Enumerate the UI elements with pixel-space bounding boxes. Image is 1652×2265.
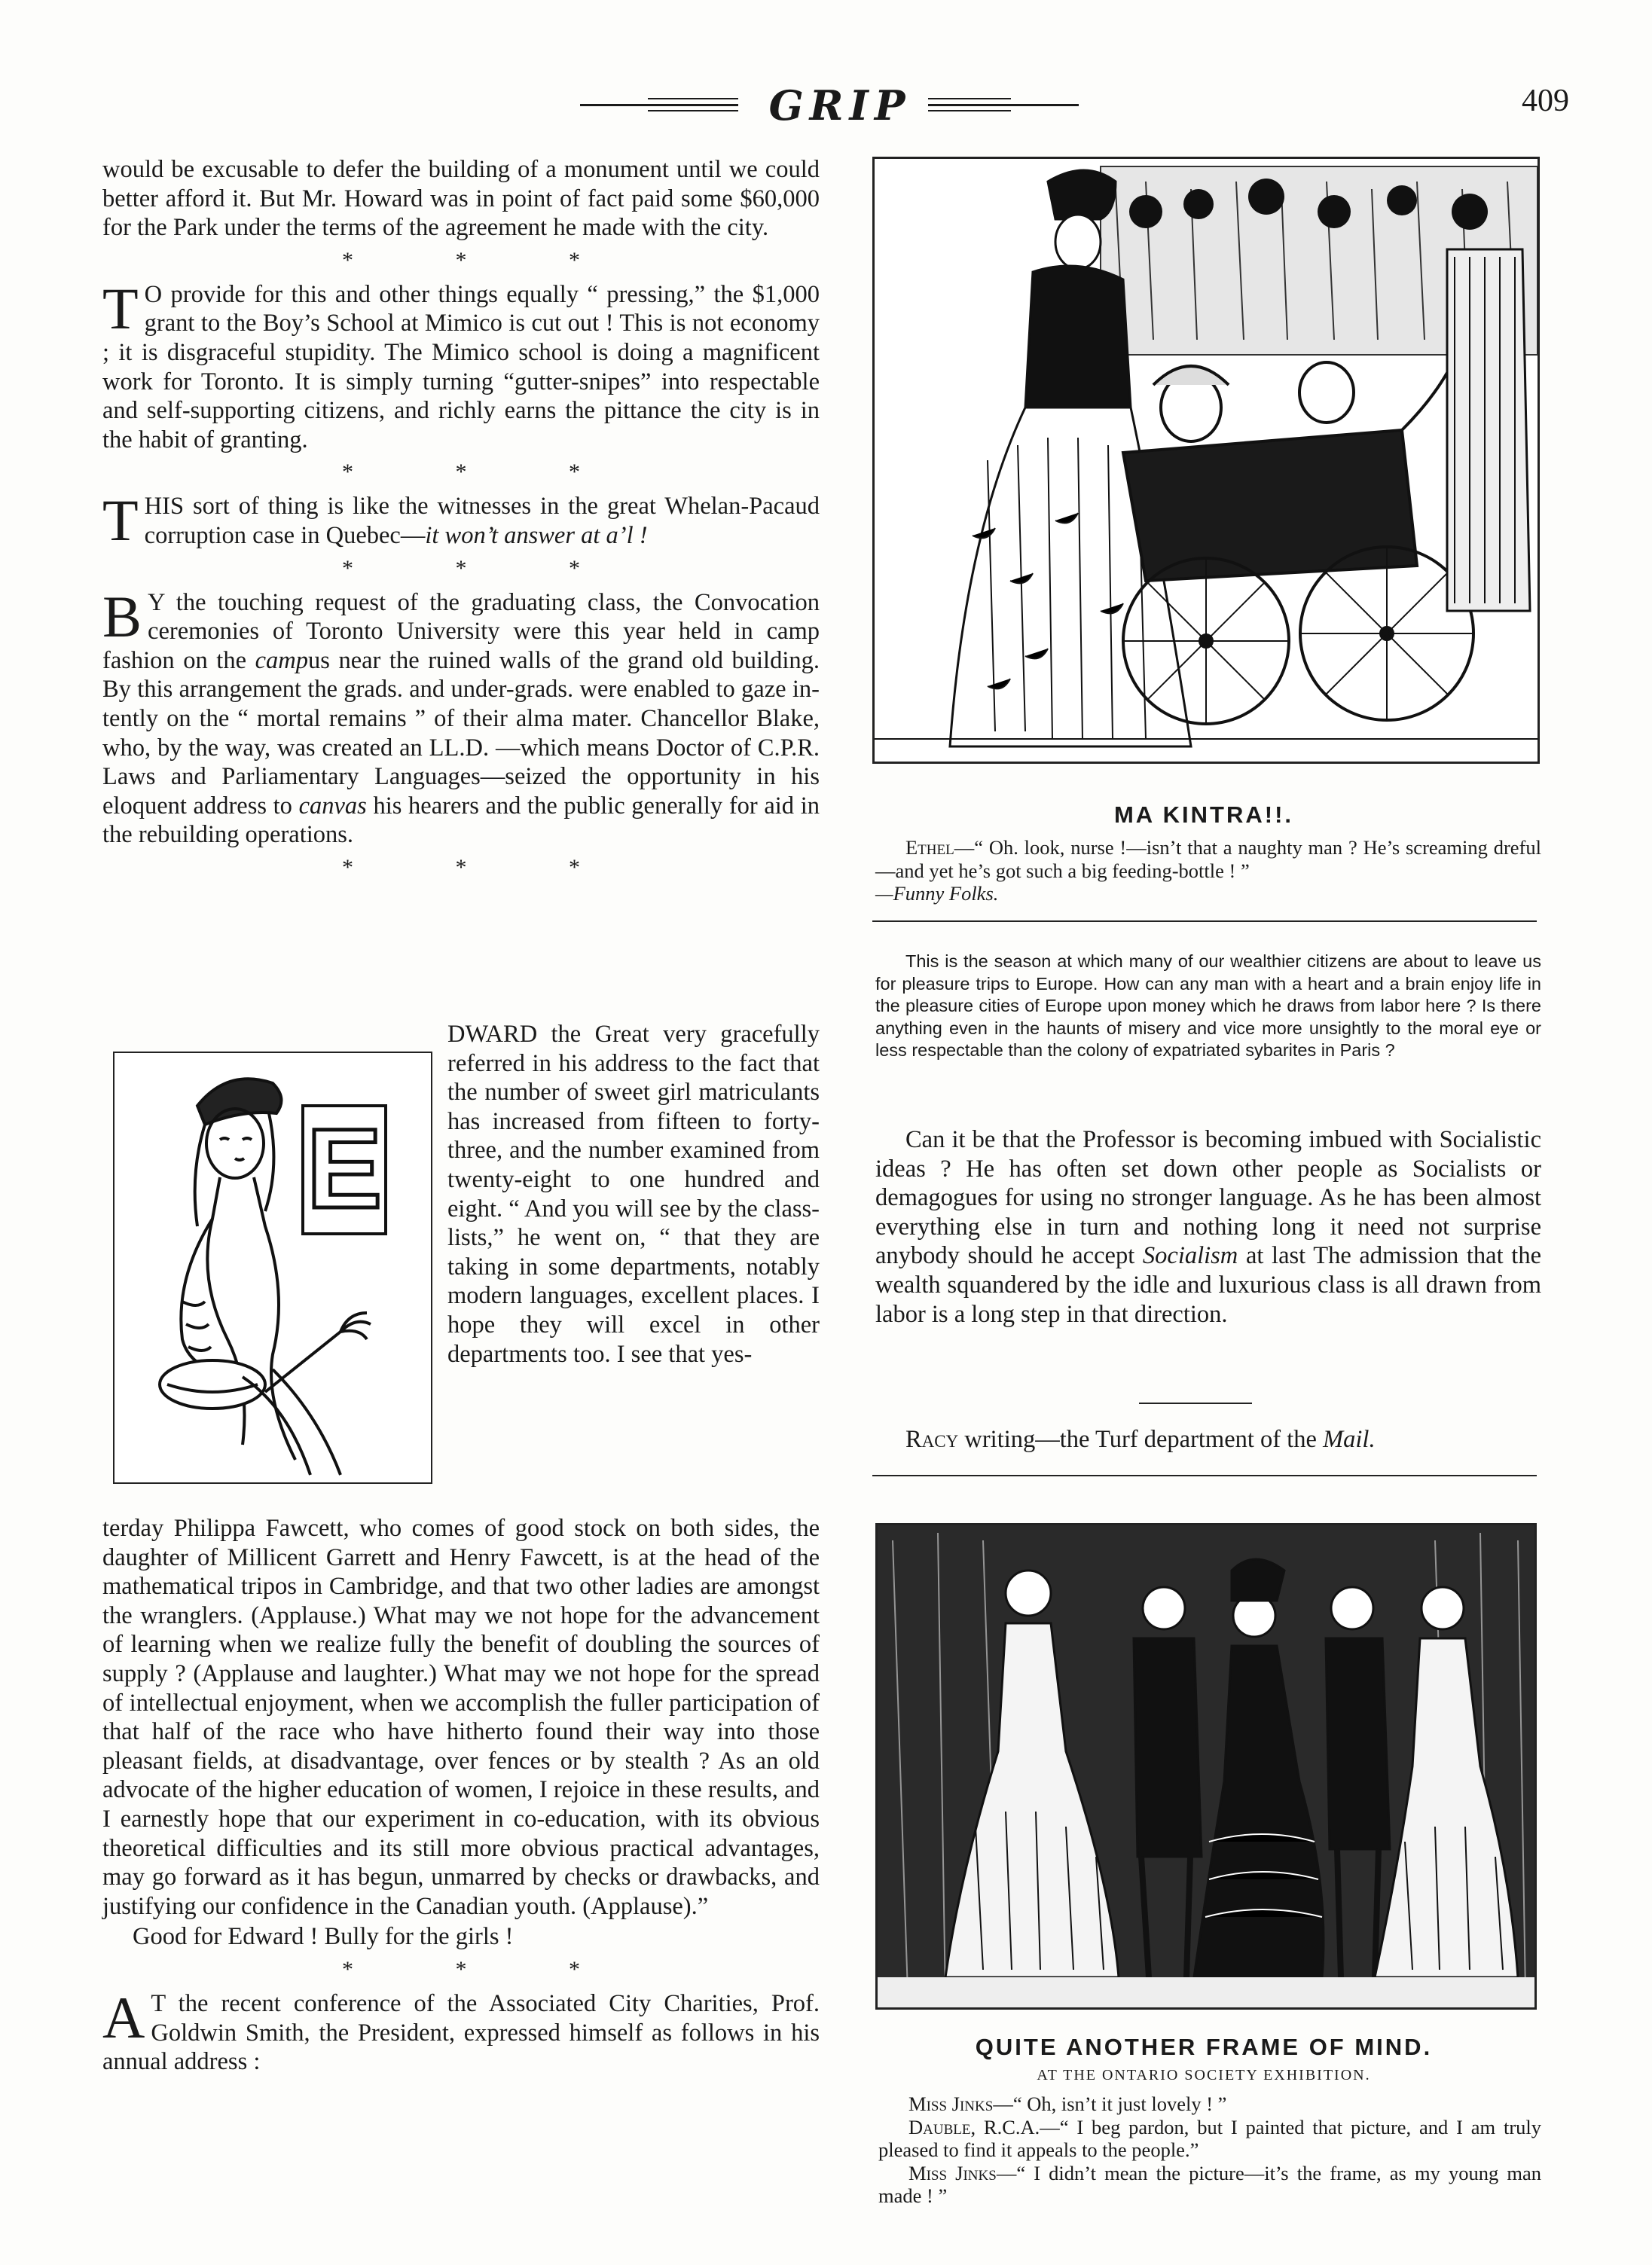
cartoon-subtitle: AT THE ONTARIO SOCIETY EXHIBITION.: [1037, 2067, 1371, 2083]
masthead-rule-left-lower: [648, 110, 738, 111]
paragraph-monument: would be excusable to defer the building of a monument until we could better afford it. But Mr. Howard was in point of fact paid some $60,000 for the Park under the terms of the agreement he made with the city.: [102, 156, 820, 242]
left-column-continued: [102, 1514, 820, 2077]
pram-engraving: [872, 157, 1540, 764]
drop-cap: A: [102, 1984, 145, 2050]
cartoon-title-ma-kintra: MA KINTRA!!.: [1113, 801, 1294, 828]
masthead-rule-right: [928, 104, 1079, 106]
section-stars: * * *: [342, 247, 628, 273]
cartoon-caption-frame-of-mind: [878, 2093, 1541, 2208]
cartoon-caption-ma-kintra: Ethel—“ Oh. look, nurse !—isn’t that a naughty man ? He’s screaming dreful—and yet he’s got such a big feeding-bottle ! ” —Funny Folks.: [875, 836, 1541, 905]
caption-line: Dauble, R.C.A.—“ I beg pardon, but I painted that picture, and I am truly pleased to find it appeals to the people.”: [878, 2115, 1541, 2161]
racy-writing-line: Racy writing—the Turf department of the Mail.: [905, 1426, 1376, 1453]
paragraph-professor: Can it be that the Professor is becoming imbued with Socialistic ideas ? He has often set down other people as Socialists or demagogues for using no stronger language. As he has been almost everything else in turn and nothing long it need not surprise anybody should he accept Socialism at last The admission that the wealth squandered by the idle and luxurious class is all drawn from labor is a long step in that direction.: [875, 1126, 1541, 1328]
paragraph-edward-wrap: DWARD the Great very gracefully referred in his address to the fact that the number of sweet girl matriculants has increased from fifteen to forty-three, and the number examined from twenty-eight to one hundred and eight. “ And you will see by the class-lists,” he went on, “ that they are taking in some departments, notably modern languages, excellent places. I hope they will excel in other departments too. I see that yes-: [447, 1021, 820, 1368]
paragraph-edward-continued: terday Philippa Fawcett, who comes of good stock on both sides, the daughter of Millicent Garrett and Henry Fawcett, is at the head of the mathematical tripos in Cambridge, and that two other ladies are amongst the wranglers. (Applause.) What may we not hope for the advancement of learning when we realize fully the benefit of doubling the sources of supply ? (Applause and laughter.) What may we not hope for the spread of intellectual enjoyment, when we accomplish the fuller participation of that half of the race who have hitherto found their way into those pleasant fields, at disadvantage, over fences or by stealth ? As an old advocate of the higher education of women, I rejoice in these results, and I earnestly hope that our experiment in co-education, with its obvious theoretical difficulties and its still more obvious practical advantages, may go forward as it has begun, unmarred by checks or drawbacks, and justifying our confidence in the Canadian youth. (Applause).”: [102, 1515, 820, 1920]
divider: [872, 1475, 1537, 1476]
right-column-text: [875, 1125, 1541, 1329]
drop-cap: B: [102, 583, 142, 649]
woman-figure-icon: [115, 1053, 431, 1482]
paragraph-good-for-edward: Good for Edward ! Bully for the girls !: [133, 1923, 514, 1951]
masthead: [0, 81, 1652, 134]
pram-scene-icon: [875, 159, 1537, 762]
cartoon-title-frame-of-mind: QUITE ANOTHER FRAME OF MIND.: [975, 2034, 1433, 2060]
woman-with-letter-e-illustration: [113, 1052, 432, 1484]
edward-wrap-column: [447, 1020, 820, 1369]
page-number: 409: [1522, 84, 1569, 118]
section-stars: * * *: [342, 854, 628, 880]
paragraph-convocation: B Y the touching request of the graduating class, the Convocation ceremonies of Toronto University were this year held in camp fashion on the campus near the ruined walls of the grand old building. By this arrangement the grads. and under-grads. were enabled to gaze in-tently on the “ mortal remains ” of their alma mater. Chancellor Blake, who, by the way, was created an LL.D. —which means Doctor of C.P.R. Laws and Parliamentary Languages—seized the opportunity in his eloquent address to canvas his hearers and the public generally for aid in the rebuilding operations.: [102, 583, 820, 849]
masthead-title: GRIP: [768, 81, 912, 130]
divider: [872, 920, 1537, 922]
quoted-address: This is the season at which many of our wealthier citizens are about to leave us for pleasure trips to Europe. How can any man with a heart and a brain enjoy life in the pleasure cities of Europe upon money which he draws from labor here ? Is there anything even in the haunts of misery and vice more unsightly to the moral eye or less respectable than the colony of expatriated sybarites in Paris ?: [875, 951, 1541, 1060]
paragraph-witnesses: THIS sort of thing is like the witnesses in the great Whelan-Pacaud corruption case in Quebec—it won’t answer at a’l !: [102, 487, 820, 554]
masthead-rule-left-upper: [648, 98, 738, 99]
paragraph-charities: A T the recent conference of the Associated City Charities, Prof. Goldwin Smith, the President, expressed himself as follows in his annual address :: [102, 1984, 820, 2076]
left-column: [102, 155, 820, 887]
exhibition-crowd-engraving: [875, 1523, 1537, 2010]
section-stars: * * *: [342, 555, 628, 581]
masthead-rule-right-upper: [928, 98, 1011, 99]
masthead-rule-right-lower: [928, 110, 1011, 111]
caption-line: Miss Jinks—“ Oh, isn’t it just lovely ! ”: [908, 2093, 1227, 2115]
exhibition-scene-icon: [878, 1525, 1534, 2007]
initial-letter: E: [306, 1105, 383, 1232]
masthead-rule-left: [580, 104, 738, 106]
drop-cap: T: [102, 275, 139, 341]
section-stars: * * *: [342, 1956, 628, 1982]
drop-cap: T: [102, 487, 139, 554]
caption-line: Miss Jinks—“ I didn’t mean the picture—it’s the frame, as my young man made ! ”: [878, 2161, 1541, 2207]
short-divider: [1139, 1403, 1252, 1404]
section-stars: * * *: [342, 459, 628, 485]
paragraph-mimico: T O provide for this and other things equally “ pressing,” the $1,000 grant to the Boy’s School at Mimico is cut out ! This is not economy ; it is disgraceful stupidity. The Mimico school is doing a magnificent work for Toronto. It is simply turning “gutter-snipes” into respectable and self-supporting citizens, and richly earns the pittance the city is in the habit of granting.: [102, 275, 820, 453]
